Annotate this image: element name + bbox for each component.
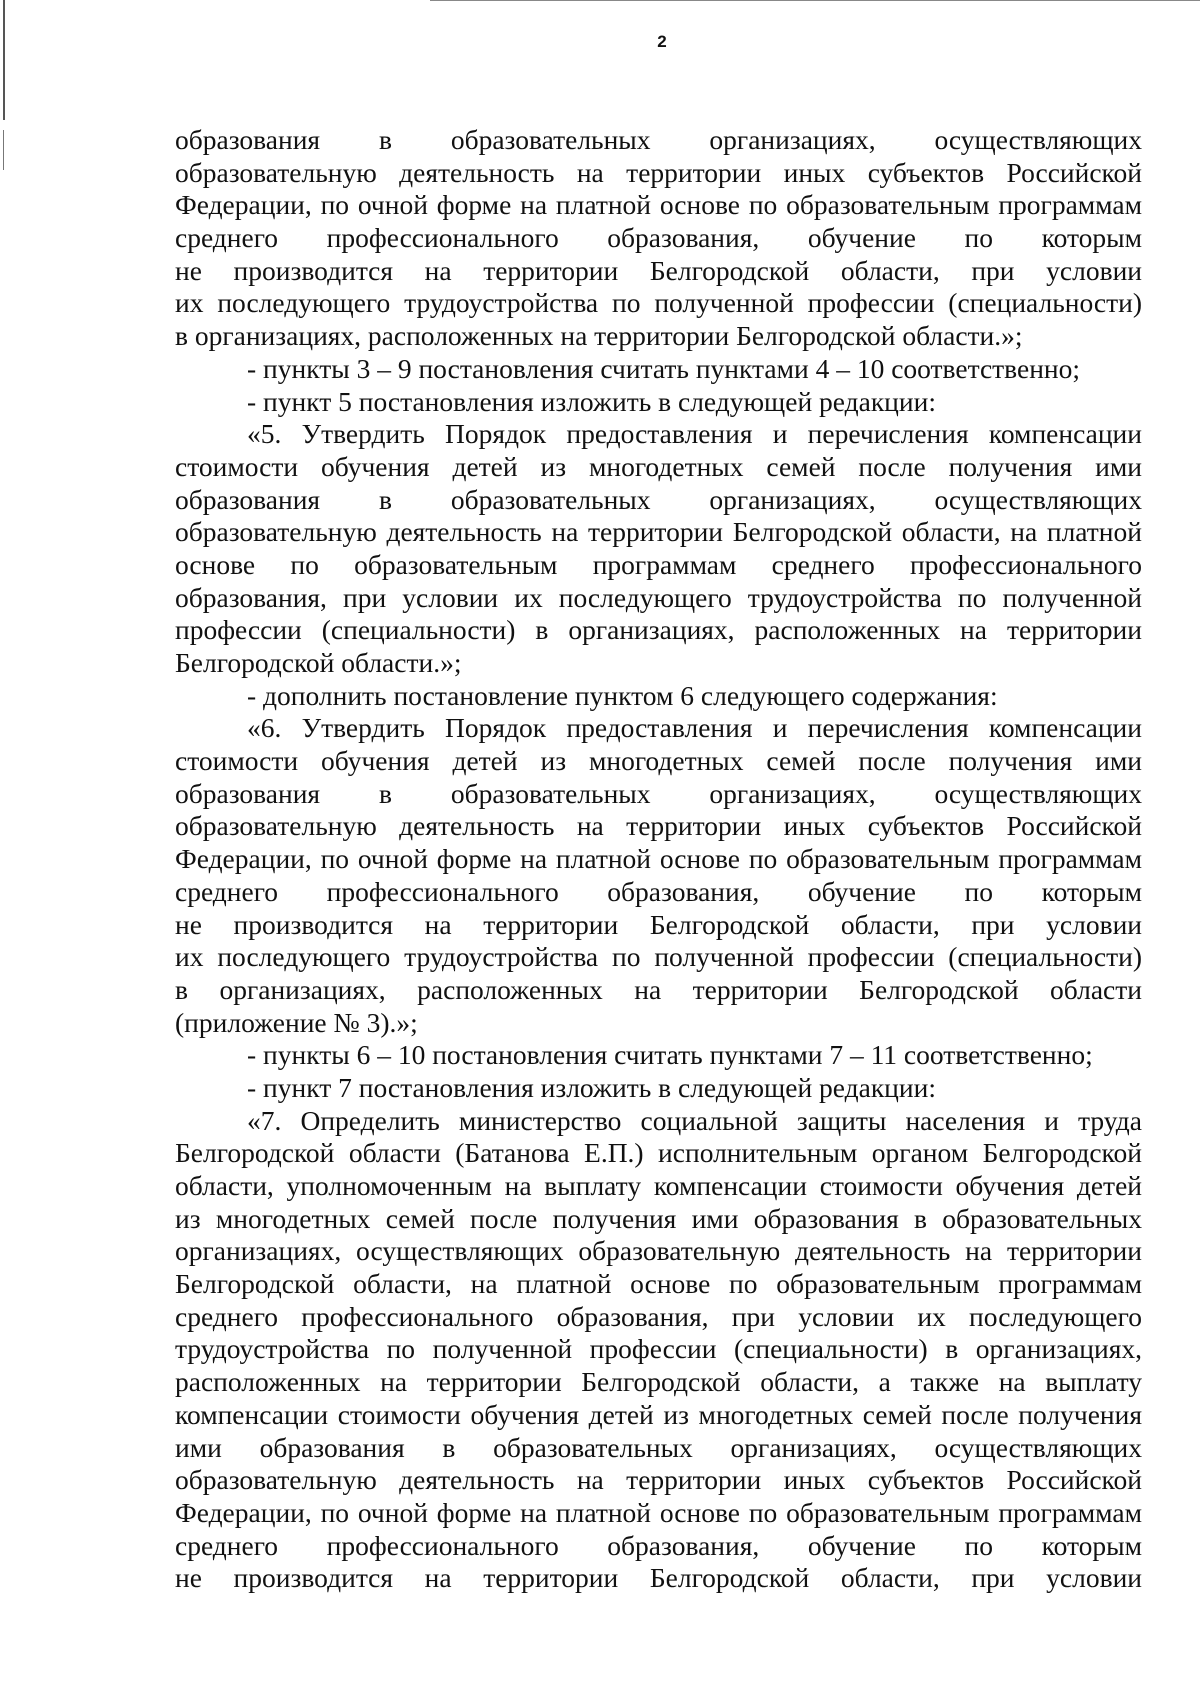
text-line: среднего профессионального образования, при условии их последующего <box>175 1300 1142 1332</box>
text-line: компенсации стоимости обучения детей из многодетных семей после получения <box>175 1398 1142 1430</box>
text-line: их последующего трудоустройства по полученной профессии (специальности) <box>175 287 1142 319</box>
text-line: Белгородской области.»; <box>175 647 462 678</box>
text-line: образовательную деятельность на территории иных субъектов Российской <box>175 810 1142 842</box>
page-number: 2 <box>657 32 667 51</box>
text-line: области, уполномоченным на выплату компенсации стоимости обучения детей <box>175 1170 1142 1201</box>
text-line: образования в образовательных организациях, осуществляющих <box>175 777 1142 809</box>
text-line: образовательную деятельность на территории иных субъектов Российской <box>175 156 1142 188</box>
text-line: в организациях, расположенных на территории Белгородской области.»; <box>175 320 1023 352</box>
text-line: стоимости обучения детей из многодетных семей после получения ими <box>175 745 1142 777</box>
text-line: не производится на территории Белгородской области, при условии <box>175 254 1142 286</box>
text-line: Белгородской области, на платной основе по образовательным программам <box>175 1268 1142 1300</box>
text-line: образовательную деятельность на территории Белгородской области, на платной <box>175 516 1142 548</box>
scan-edge-mark <box>3 130 4 170</box>
text-line: из многодетных семей после получения ими образования в образовательных <box>175 1202 1142 1234</box>
text-line: основе по образовательным программам среднего профессионального <box>175 548 1142 580</box>
paragraph-first-line: «5. Утвердить Порядок предоставления и перечисления компенсации <box>247 418 1142 450</box>
text-line: ими образования в образовательных организациях, осуществляющих <box>175 1431 1142 1463</box>
text-line: Федерации, по очной форме на платной основе по образовательным программам <box>175 189 1142 221</box>
paragraph-first-line: - пункты 6 – 10 постановления считать пунктами 7 – 11 соответственно; <box>247 1039 1093 1071</box>
text-line: расположенных на территории Белгородской области, а также на выплату <box>175 1366 1142 1398</box>
text-line: образовательную деятельность на территории иных субъектов Российской <box>175 1464 1142 1496</box>
text-line: образования в образовательных организациях, осуществляющих <box>175 124 1142 155</box>
text-line: организациях, осуществляющих образовательную деятельность на территории <box>175 1235 1142 1267</box>
text-line: Федерации, по очной форме на платной основе по образовательным программам <box>175 843 1142 875</box>
text-line: профессии (специальности) в организациях, расположенных на территории <box>175 614 1142 646</box>
text-line: образования в образовательных организациях, осуществляющих <box>175 483 1142 515</box>
scan-edge-mark <box>3 0 5 120</box>
paragraph-first-line: - пункт 5 постановления изложить в следующей редакции: <box>247 385 936 417</box>
text-line: (приложение № 3).»; <box>175 1006 418 1038</box>
paragraph-first-line: - пункты 3 – 9 постановления считать пунктами 4 – 10 соответственно; <box>247 352 1081 384</box>
text-line: образования, при условии их последующего трудоустройства по полученной <box>175 581 1142 613</box>
scan-top-edge <box>430 0 1200 1</box>
text-line: не производится на территории Белгородской области, при условии <box>175 1562 1142 1594</box>
text-line: среднего профессионального образования, обучение по которым <box>175 222 1142 254</box>
text-line: их последующего трудоустройства по полученной профессии (специальности) <box>175 941 1142 973</box>
text-line: среднего профессионального образования, обучение по которым <box>175 1529 1142 1561</box>
paragraph-first-line: «7. Определить министерство социальной защиты населения и труда <box>247 1104 1142 1136</box>
text-line: трудоустройства по полученной профессии (специальности) в организациях, <box>175 1333 1142 1365</box>
text-line: среднего профессионального образования, обучение по которым <box>175 875 1142 907</box>
paragraph-first-line: - пункт 7 постановления изложить в следующей редакции: <box>247 1071 936 1103</box>
paragraph-first-line: - дополнить постановление пунктом 6 следующего содержания: <box>247 679 998 711</box>
paragraph-first-line: «6. Утвердить Порядок предоставления и перечисления компенсации <box>247 712 1142 744</box>
text-line: стоимости обучения детей из многодетных семей после получения ими <box>175 450 1142 482</box>
text-line: в организациях, расположенных на территории Белгородской области <box>175 973 1142 1005</box>
text-line: Федерации, по очной форме на платной основе по образовательным программам <box>175 1496 1142 1528</box>
document-body <box>175 124 1142 1595</box>
text-line: Белгородской области (Батанова Е.П.) исполнительным органом Белгородской <box>175 1137 1142 1169</box>
text-line: не производится на территории Белгородской области, при условии <box>175 908 1142 940</box>
